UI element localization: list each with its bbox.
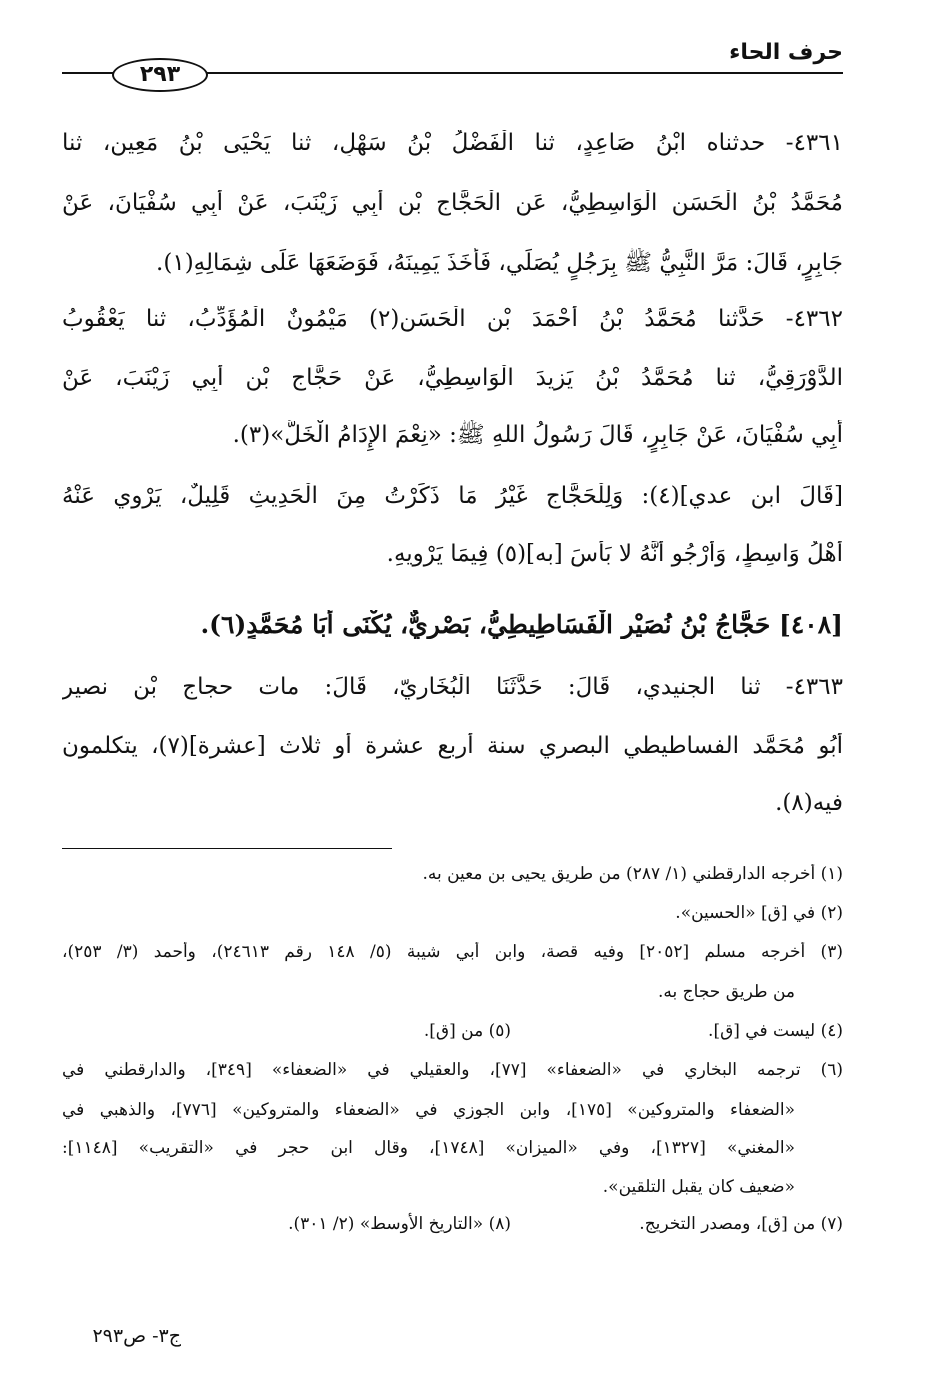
body-line: أَهْلُ وَاسِطٍ، وَأَرْجُو أَنَّهُ لا بَأْسَ [به](٥) فِيمَا يَرْوِيهِ. bbox=[386, 541, 843, 567]
footnote-6-continued: «المغني» [١٣٢٧]، وفي «الميزان» [١٧٤٨]، وقال ابن حجر في «التقريب» [١١٤٨]: bbox=[62, 1138, 795, 1158]
body-line: الدَّوْرَقِيُّ، ثنا مُحَمَّدُ بْنُ يَزِيدَ الْوَاسِطِيُّ، عَنْ حَجَّاجِ بْنِ أَبِي زَيْنَبَ، عَنْ bbox=[62, 365, 843, 391]
footnote-3-continued: من طريق حجاج به. bbox=[658, 982, 795, 1002]
body-line: مُحَمَّدُ بْنُ الْحَسَنِ الْوَاسِطِيُّ، عَنِ الْحَجَّاجِ بْنِ أَبِي زَيْنَبَ، عَنْ أَبِي سُفْيَانَ، عَنْ bbox=[62, 190, 843, 216]
body-line: ٤٣٦٢- حَدَّثنا مُحَمَّدُ بْنُ أَحْمَدَ بْنِ الْحَسَنِ(٢) مَيْمُونٌ الْمُؤَدِّبُ، ثنا يَعْقُوبُ bbox=[62, 306, 843, 332]
footnote-8: (٨) «التاريخ الأوسط» (٢/ ٣٠١). bbox=[288, 1214, 511, 1234]
footnote-7: (٧) من [ق]، ومصدر التخريج. bbox=[639, 1214, 843, 1234]
footnote-separator bbox=[62, 848, 392, 849]
page-number-badge: ٢٩٣ bbox=[112, 58, 208, 92]
volume-page-footer: ج٣- ص٢٩٣ bbox=[92, 1325, 181, 1347]
body-line: [قَالَ ابن عدي](٤): وَلِلْحَجَّاجِ غَيْرُ مَا ذَكَرْتُ مِنَ الْحَدِيثِ قَلِيلٌ، يَرْوِي عَنْهُ bbox=[62, 483, 843, 509]
chapter-title: حرف الحاء bbox=[729, 40, 843, 65]
footnote-2: (٢) في [ق] «الحسين». bbox=[675, 903, 843, 923]
body-line: جَابِرٍ، قَالَ: مَرَّ النَّبِيُّ ﷺ بِرَجُلٍ يُصَلِّي، فَأَخَذَ يَمِينَهُ، فَوَضَعَهَا عَلَى شِمَالِهِ(١). bbox=[156, 250, 843, 276]
body-line: فيه(٨). bbox=[775, 790, 843, 816]
body-line: أَبُو مُحَمَّد الفساطيطي البصري سنة أربع عشرة أو ثلاث [عشرة](٧)، يتكلمون bbox=[62, 733, 843, 759]
footnote-3: (٣) أخرجه مسلم [٢٠٥٢] وفيه قصة، وابن أبي شيبة (٥/ ١٤٨ رقم ٢٤٦١٣)، وأحمد (٣/ ٢٥٣)، bbox=[62, 942, 843, 962]
footnote-6-continued: «الضعفاء والمتروكين» [١٧٥]، وابن الجوزي في «الضعفاء والمتروكين» [٧٧٦]، والذهبي في bbox=[62, 1100, 795, 1120]
footnote-4: (٤) ليست في [ق]. bbox=[708, 1021, 843, 1041]
body-line: أَبِي سُفْيَانَ، عَنْ جَابِرٍ، قَالَ رَسُولُ اللهِ ﷺ: «نِعْمَ الإِدَامُ الْخَلُّ»(٣). bbox=[232, 422, 843, 448]
body-line: ٤٣٦١- حدثناه ابْنُ صَاعِدٍ، ثنا الْفَضْلُ بْنُ سَهْلٍ، ثنا يَحْيَى بْنُ مَعِينٍ، ثنا bbox=[62, 130, 843, 156]
footnote-1: (١) أخرجه الدارقطني (١/ ٢٨٧) من طريق يحيى بن معين به. bbox=[422, 864, 843, 884]
footnote-5: (٥) من [ق]. bbox=[423, 1021, 511, 1041]
body-line: ٤٣٦٣- ثنا الجنيدي، قَالَ: حَدَّثَنَا الْبُخَارِيّ، قَالَ: مات حجاج بْن نصير bbox=[62, 674, 843, 700]
section-heading: [٤٠٨] حَجَّاجُ بْنُ نُصَيْرٍ الْفَسَاطِيطِيُّ، بَصْرِيٌّ، يُكْنَى أَبَا مُحَمَّدٍ(٦). bbox=[200, 610, 843, 639]
footnote-6-continued: «ضعيف كان يقبل التلقين». bbox=[602, 1177, 795, 1197]
footnote-6: (٦) ترجمه البخاري في «الضعفاء» [٧٧]، والعقيلي في «الضعفاء» [٣٤٩]، والدارقطني في bbox=[62, 1060, 843, 1080]
